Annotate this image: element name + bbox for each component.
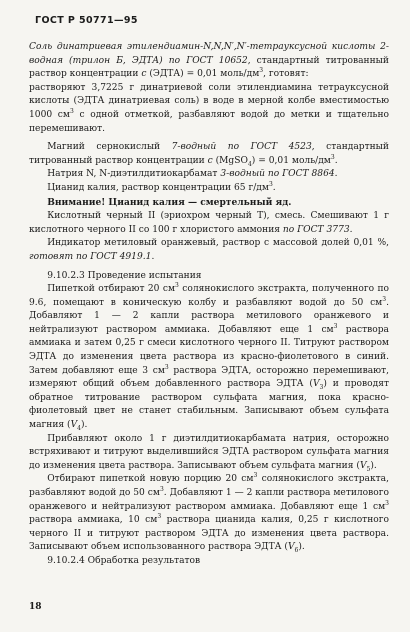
cyanide-warning: Внимание! Цианид калия — смертельный яд. bbox=[47, 196, 292, 208]
magnesium-sulfate: Магний сернокислый 7-водный по ГОСТ 4523, стандартный титрованный раствор концентрации c (MgSO$_4$) = 0,01 моль/$дм^3$. bbox=[29, 142, 389, 168]
edta-definition: Соль динатриевая этилендиамин-N,N,N′,N′-тетрауксусной кислоты 2-водная (трилон Б, ЭДТА) по ГОСТ 10652, стандартный титрованный раствор концентрации c (ЭДТА) = 0,01 моль/$дм^3$, готовят: bbox=[29, 42, 389, 80]
potassium-cyanide: Цианид калия, раствор концентрации 65 $г/дм^3$. bbox=[47, 180, 276, 193]
methyl-orange: Индикатор метиловый оранжевый, раствор с массовой долей 0,01 %, готовят по ГОСТ 4919.1. bbox=[29, 238, 389, 262]
acid-black-mixture: Кислотный черный II (эриохром черный Т), смесь. Смешивают 1 г кислотного черного II со 100 г хлористого аммония по ГОСТ 3773. bbox=[29, 211, 389, 235]
edta-preparation: растворяют 3,7225 г динатриевой соли этилендиамина тетрауксусной кислоты (ЭДТА динатриевая соль) в воде в мерной колбе вместимостью 1000 $см^3$ с одной отметкой, разбавляют водой до метки и тщательно перемешивают. bbox=[29, 82, 390, 134]
page-number: 18 bbox=[29, 602, 42, 612]
standard-header: ГОСТ Р 50771—95 bbox=[35, 15, 138, 26]
document-body bbox=[29, 41, 389, 569]
section-9-10-2-3-heading: 9.10.2.3 Проведение испытания bbox=[47, 270, 202, 281]
procedure-second-portion: Отбирают пипеткой новую порцию 20 $см^3$ солянокислого экстракта, разбавляют водой до 50 $см^3$. Добавляют 1 — 2 капли раствора метилового оранжевого и нейтрализуют раствором аммиака. Добавляют еще 1 $см^3$ раствора аммиака, 10 $см^3$ раствора цианида калия, 0,25 г кислотного черного II и титруют раствором ЭДТА до изменения цвета раствора. Записывают объем использованного раствора ЭДТА $(V_6)$. bbox=[29, 472, 389, 555]
procedure-back-titration: Прибавляют около 1 г диэтилдитиокарбамата натрия, осторожно встряхивают и титруют выделившийся ЭДТА раствором сульфата магния до изменения цвета раствора. Записывают объем сульфата магния $(V_5)$. bbox=[29, 433, 389, 473]
sodium-dtc: Натрия N, N-диэтилдитиокарбамат 3-водный по ГОСТ 8864. bbox=[47, 169, 338, 180]
procedure-titration: Пипеткой отбирают 20 $см^3$ солянокислого экстракта, полученного по 9.6, помещают в коническую колбу и разбавляют водой до 50 $см^3$. Добавляют 1 — 2 капли раствора метилового оранжевого и нейтрализуют раствором аммиака. Добавляют еще 1 $см^3$ раствора аммиака и затем 0,25 г смеси кислотного черного II. Титруют раствором ЭДТА до изменения цвета раствора из красно-фиолетового в синий. Затем добавляют еще 3 $см^3$ раствора ЭДТА, осторожно перемешивают, измеряют общий объем добавленного раствора ЭДТА $(V_3)$ и проводят обратное титрование раствором сульфата магния, пока красно-фиолетовый цвет не станет стабильным. Записывают объем сульфата магния $(V_4)$. bbox=[29, 282, 390, 432]
section-9-10-2-4-heading: 9.10.2.4 Обработка результатов bbox=[47, 555, 201, 566]
